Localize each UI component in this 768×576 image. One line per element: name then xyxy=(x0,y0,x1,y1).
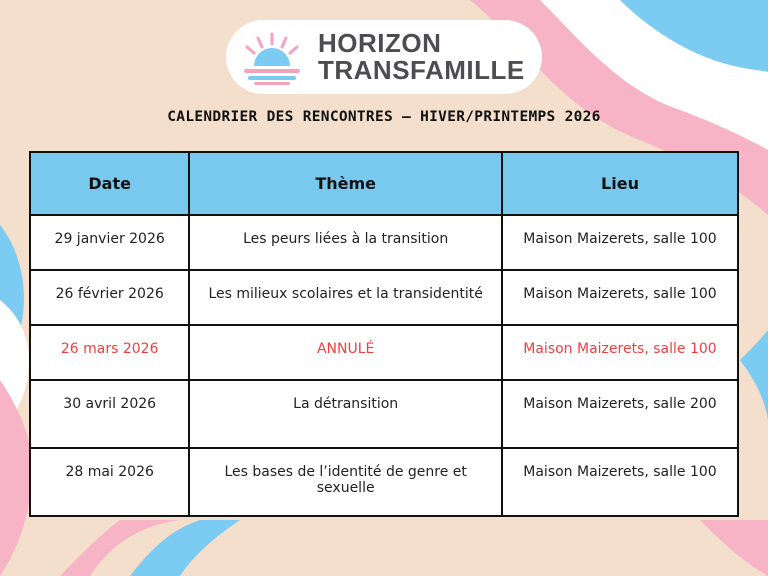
cell-theme: Les peurs liées à la transition xyxy=(189,215,502,270)
cell-date: 28 mai 2026 xyxy=(30,448,189,516)
wave-blue-right xyxy=(740,330,768,420)
cell-theme: La détransition xyxy=(189,380,502,448)
cell-lieu: Maison Maizerets, salle 100 xyxy=(502,325,738,380)
header-theme: Thème xyxy=(189,152,502,215)
cell-theme: ANNULÉ xyxy=(189,325,502,380)
table-row-cancelled xyxy=(30,325,738,380)
brand-name xyxy=(318,30,525,84)
cell-date: 26 mars 2026 xyxy=(30,325,189,380)
cell-theme: Les milieux scolaires et la transidentité xyxy=(189,270,502,325)
cell-theme: Les bases de l’identité de genre et sexuelle xyxy=(189,448,502,516)
table-row xyxy=(30,215,738,270)
brand-logo xyxy=(226,20,542,94)
page-subtitle: CALENDRIER DES RENCONTRES – HIVER/PRINTEMPS 2026 xyxy=(167,109,601,125)
table-row xyxy=(30,270,738,325)
wave-pink-left xyxy=(0,380,33,576)
header-date: Date xyxy=(30,152,189,215)
schedule-table xyxy=(29,151,739,517)
header-lieu: Lieu xyxy=(502,152,738,215)
cell-date: 30 avril 2026 xyxy=(30,380,189,448)
cell-lieu: Maison Maizerets, salle 100 xyxy=(502,270,738,325)
cell-lieu: Maison Maizerets, salle 100 xyxy=(502,215,738,270)
brand-line-2: TRANSFAMILLE xyxy=(318,55,525,85)
wave-pink-bottom-right xyxy=(700,520,768,576)
cell-date: 29 janvier 2026 xyxy=(30,215,189,270)
rising-sun-icon xyxy=(240,30,304,86)
brand-line-1: HORIZON xyxy=(318,28,442,58)
table-row xyxy=(30,448,738,516)
table-header-row xyxy=(30,152,738,215)
cell-date: 26 février 2026 xyxy=(30,270,189,325)
table-row xyxy=(30,380,738,448)
cell-lieu: Maison Maizerets, salle 200 xyxy=(502,380,738,448)
cell-lieu: Maison Maizerets, salle 100 xyxy=(502,448,738,516)
